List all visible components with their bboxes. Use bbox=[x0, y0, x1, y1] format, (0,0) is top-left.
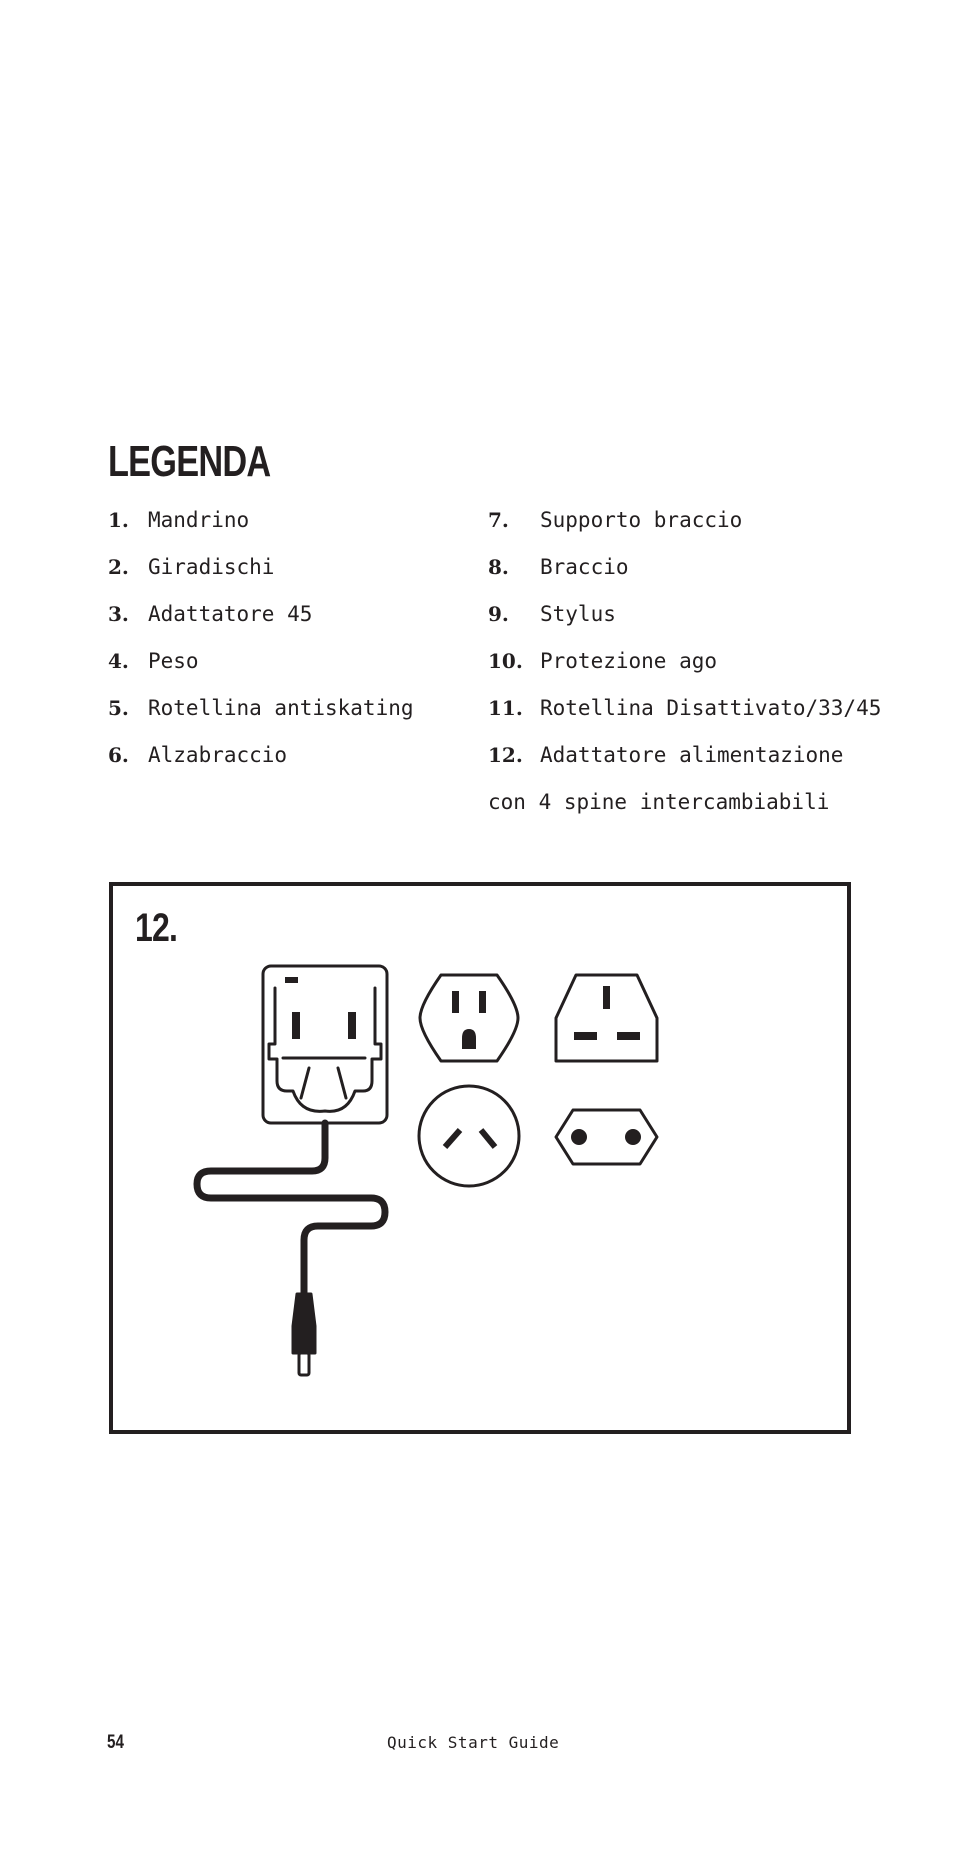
legend-item bbox=[488, 552, 881, 599]
legend-item bbox=[488, 740, 881, 787]
legend-item-number: 2. bbox=[108, 555, 129, 579]
legend-item bbox=[488, 646, 881, 693]
legend-item-label: Giradischi bbox=[148, 555, 275, 579]
legend-item-label: Adattatore alimentazione bbox=[540, 743, 844, 767]
eu-outlet-icon bbox=[556, 1110, 657, 1164]
au-outlet-icon bbox=[419, 1086, 519, 1186]
legend-item-label: Braccio bbox=[540, 555, 629, 579]
legend-item-label: Protezione ago bbox=[540, 649, 718, 673]
power-adapter-icon bbox=[263, 966, 387, 1123]
legend-item-number: 6. bbox=[108, 743, 129, 767]
legend-item-label: Mandrino bbox=[148, 508, 250, 532]
legend-item-number: 4. bbox=[108, 649, 129, 673]
legend-item-number: 5. bbox=[108, 696, 129, 720]
legend-item bbox=[108, 505, 414, 552]
figure-label: 12. bbox=[135, 906, 178, 950]
page-number: 54 bbox=[107, 1732, 124, 1753]
legend-item-number: 10. bbox=[488, 649, 523, 673]
legend-title: LEGENDA bbox=[108, 437, 271, 486]
legend-item-number: 9. bbox=[488, 602, 509, 626]
legend-item bbox=[108, 646, 414, 693]
legend-item bbox=[108, 693, 414, 740]
legend-item-label: Peso bbox=[148, 649, 199, 673]
legend-item-label: Alzabraccio bbox=[148, 743, 288, 767]
legend-item-label: Rotellina antiskating bbox=[148, 696, 414, 720]
legend-list-right bbox=[488, 505, 881, 834]
legend-item-label: Stylus bbox=[540, 602, 616, 626]
uk-outlet-icon bbox=[556, 975, 657, 1061]
legend-item bbox=[488, 693, 881, 740]
legend-item-number: 1. bbox=[108, 508, 129, 532]
legend-item bbox=[488, 505, 881, 552]
legend-item-label: Supporto braccio bbox=[540, 508, 743, 532]
legend-item bbox=[488, 599, 881, 646]
legend-item bbox=[108, 740, 414, 787]
us-outlet-icon bbox=[420, 975, 518, 1061]
legend-item-number: 8. bbox=[488, 555, 509, 579]
dc-plug-icon bbox=[293, 1294, 315, 1375]
legend-item-number: 11. bbox=[488, 696, 523, 720]
legend-item-number: 12. bbox=[488, 743, 523, 767]
legend-list-left bbox=[108, 505, 414, 787]
legend-item bbox=[108, 599, 414, 646]
legend-item-number: 3. bbox=[108, 602, 129, 626]
legend-item-label: Adattatore 45 bbox=[148, 602, 313, 626]
legend-item-continuation: con 4 spine intercambiabili bbox=[488, 790, 830, 814]
legend-item bbox=[108, 552, 414, 599]
cable-icon bbox=[197, 1123, 385, 1294]
power-adapter-illustration bbox=[113, 886, 847, 1430]
legend-item-number: 7. bbox=[488, 508, 509, 532]
footer-guide-title: Quick Start Guide bbox=[387, 1733, 560, 1752]
figure-box bbox=[109, 882, 851, 1434]
legend-item-label: Rotellina Disattivato/33/45 bbox=[540, 696, 882, 720]
